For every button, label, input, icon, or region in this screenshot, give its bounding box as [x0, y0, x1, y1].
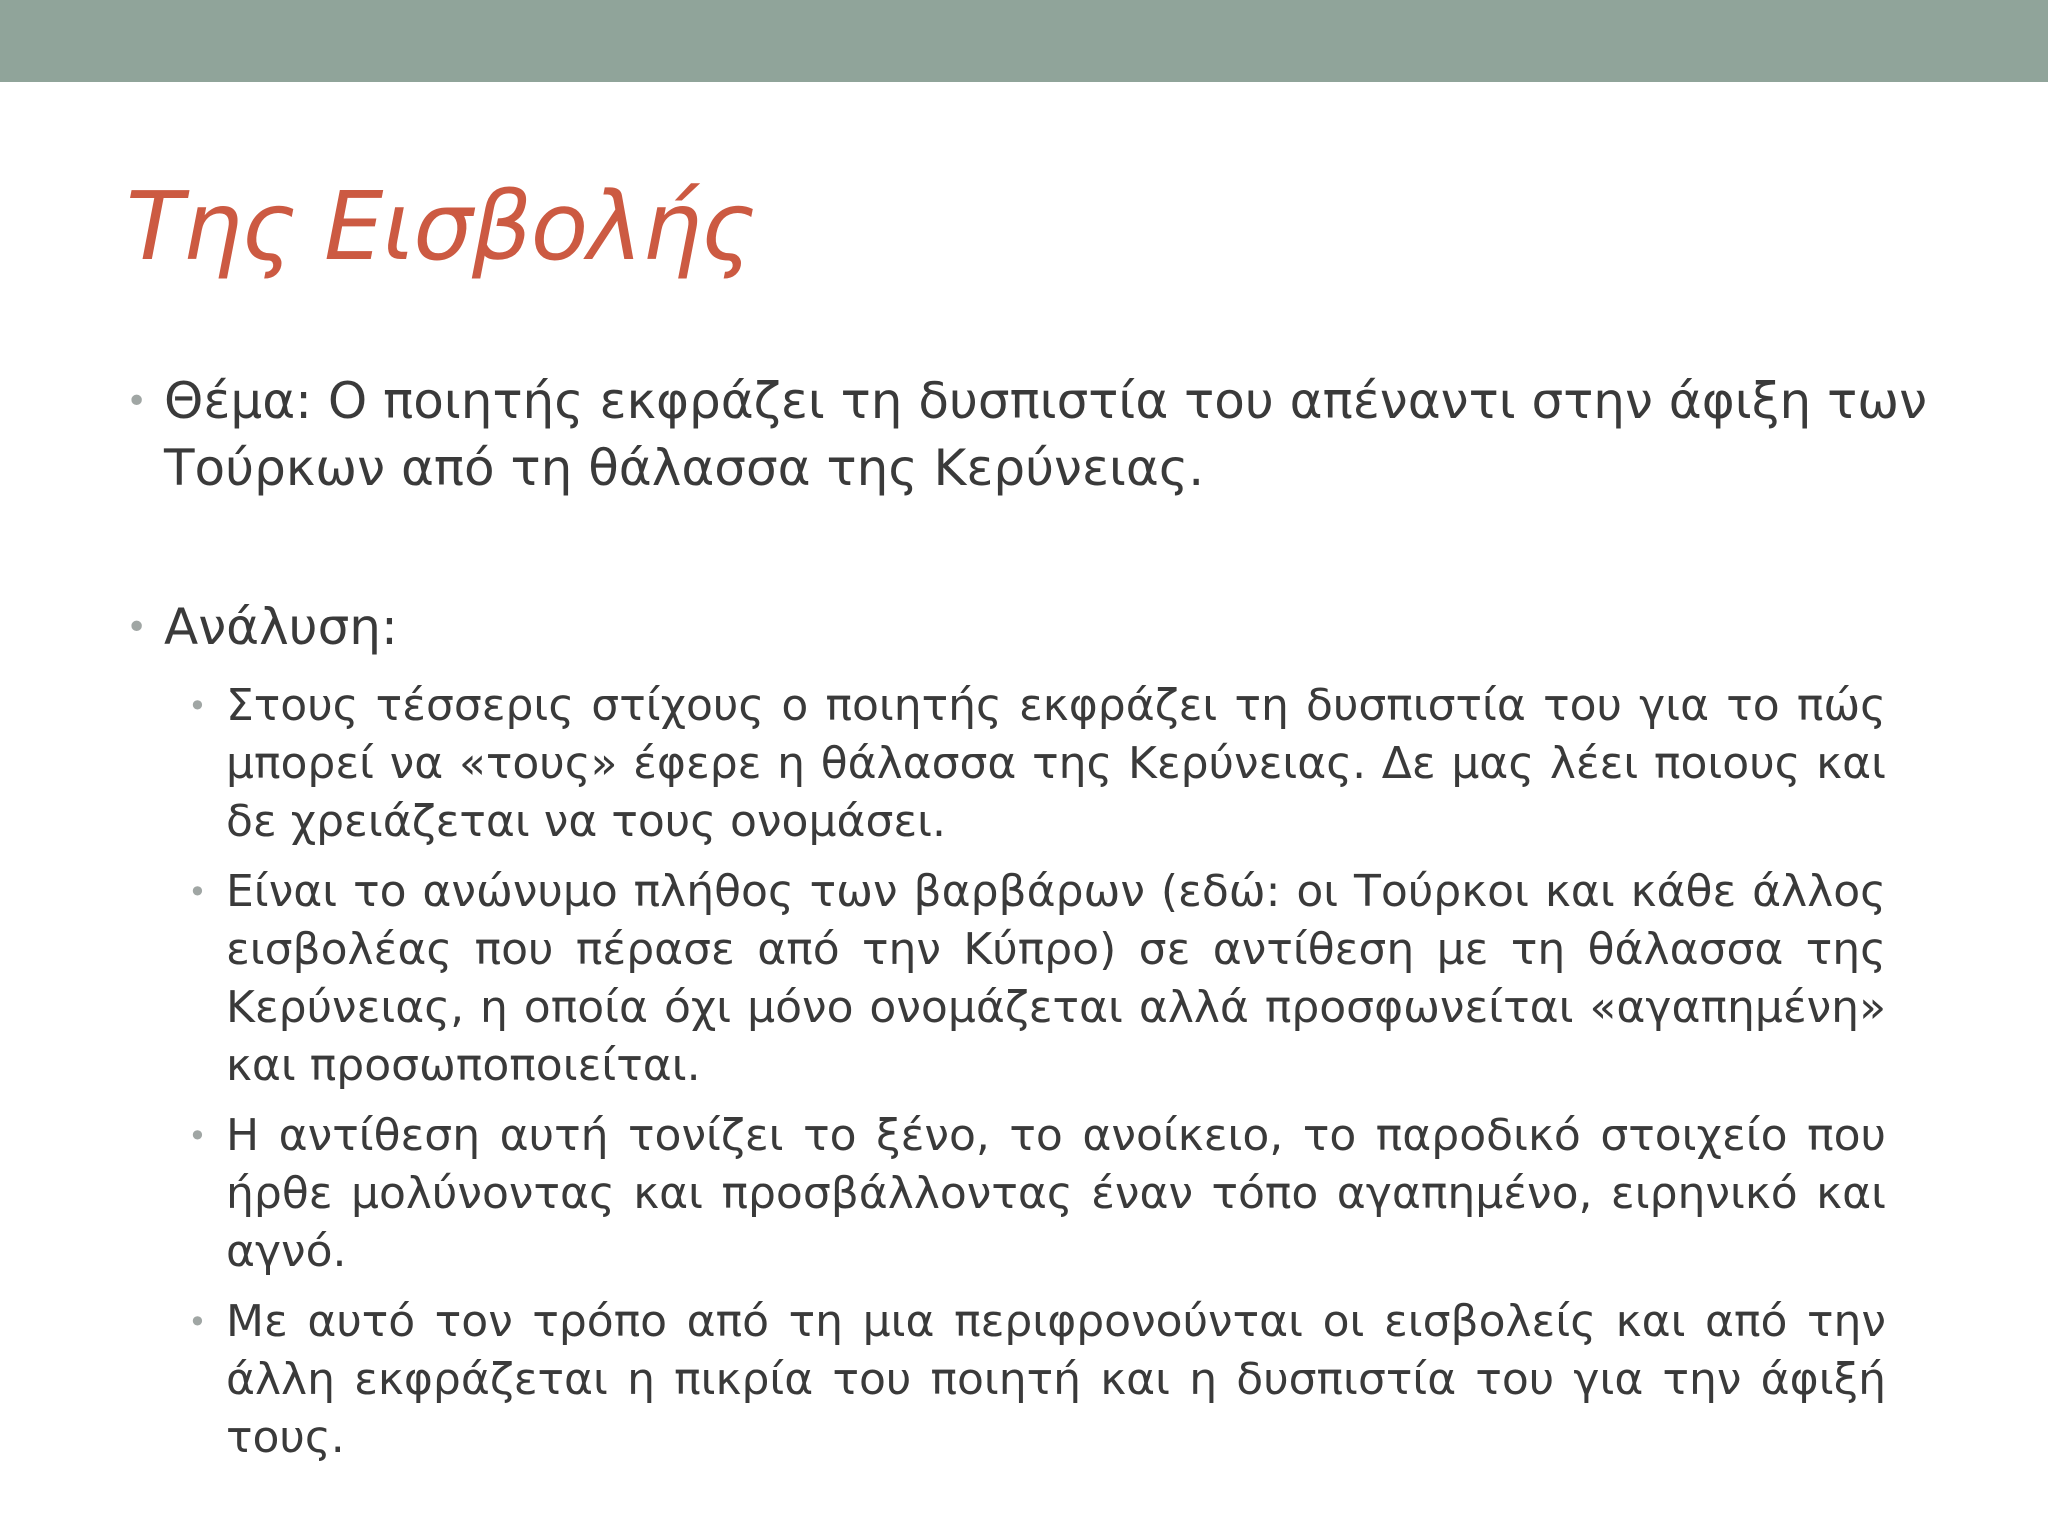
- top-color-band: [0, 0, 2048, 82]
- slide-body: [126, 368, 1926, 1479]
- sub-bullet-dot-icon: •: [188, 687, 207, 725]
- sub-bullet: [188, 863, 1886, 1095]
- slide-title: Της Εισβολής: [126, 173, 755, 282]
- bullet-analysis-heading: Ανάλυση:: [164, 598, 398, 656]
- bullet-analysis: [126, 594, 1926, 661]
- sub-bullet: [188, 677, 1886, 851]
- sub-bullet: [188, 1293, 1886, 1467]
- sub-bullet-dot-icon: •: [188, 1117, 207, 1155]
- sub-bullet-text: Είναι το ανώνυμο πλήθος των βαρβάρων (εδώ: οι Τούρκοι και κάθε άλλος εισβολέας που πέρασε από την Κύπρο) σε αντίθεση με τη θάλασσα της Κερύνειας, η οποία όχι μόνο ονομάζεται αλλά προσφωνείται «αγαπημένη» και προσωποποιείται.: [226, 866, 1886, 1091]
- bullet-dot-icon: •: [126, 381, 148, 422]
- sub-bullet-dot-icon: •: [188, 873, 207, 911]
- sub-bullet-text: Στους τέσσερις στίχους ο ποιητής εκφράζει τη δυσπιστία του για το πώς μπορεί να «τους» έφερε η θάλασσα της Κερύνειας. Δε μας λέει ποιους και δε χρειάζεται να τους ονομάσει.: [226, 680, 1886, 847]
- bullet-theme-text: Θέμα: Ο ποιητής εκφράζει τη δυσπιστία του απέναντι στην άφιξη των Τούρκων από τη θάλασσα της Κερύνειας.: [164, 372, 1928, 497]
- sub-bullet-text: Η αντίθεση αυτή τονίζει το ξένο, το ανοίκειο, το παροδικό στοιχείο που ήρθε μολύνοντας και προσβάλλοντας έναν τόπο αγαπημένο, ειρηνικό και αγνό.: [226, 1110, 1886, 1277]
- bullet-dot-icon: •: [126, 607, 148, 648]
- analysis-sublist: [126, 677, 1886, 1467]
- sub-bullet: [188, 1107, 1886, 1281]
- sub-bullet-dot-icon: •: [188, 1303, 207, 1341]
- sub-bullet-text: Με αυτό τον τρόπο από τη μια περιφρονούνται οι εισβολείς και από την άλλη εκφράζεται η πικρία του ποιητή και η δυσπιστία του για την άφιξή τους.: [226, 1296, 1886, 1463]
- bullet-theme: [126, 368, 1964, 502]
